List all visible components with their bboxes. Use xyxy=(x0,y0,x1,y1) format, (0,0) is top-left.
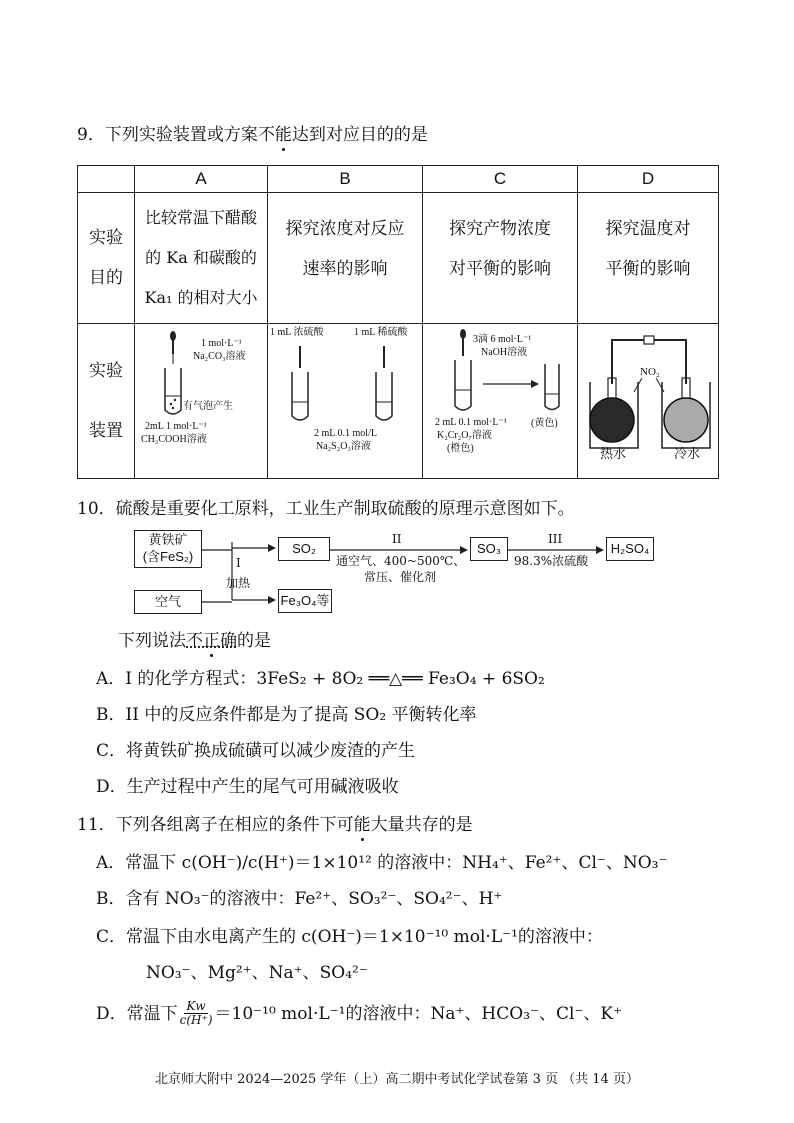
box-air: 空气 xyxy=(134,590,202,614)
q11-option-d xyxy=(96,1000,622,1027)
q11-option-c-ions: NO₃⁻、Mg²⁺、Na⁺、SO₄²⁻ xyxy=(146,963,368,983)
q10-option-a: A．I 的化学方程式：3FeS₂ + 8O₂ ══△══ Fe₃O₄ + 6SO₂ xyxy=(96,669,545,689)
box-fe3o4: Fe₃O₄等 xyxy=(278,589,332,613)
d-cold-water: 冷水 xyxy=(674,446,701,461)
q11-d-numerator: Kw xyxy=(186,999,206,1013)
apparatus-b-drawing xyxy=(268,324,422,478)
d-gas-label: NO₂ xyxy=(640,366,660,378)
row-label-aim: 实验 目的 xyxy=(78,193,135,324)
label-step2: II xyxy=(392,532,402,546)
col-header-d: D xyxy=(578,166,719,193)
apparatus-b xyxy=(268,324,423,479)
c-bottom-name: K₂Cr₂O₇溶液 xyxy=(437,430,492,441)
q11-d-denominator: c(H⁺) xyxy=(179,1013,213,1027)
b-bottom-conc: 2 mL 0.1 mol/L xyxy=(314,428,377,439)
apparatus-a xyxy=(135,324,268,479)
aim-c: 探究产物浓度 对平衡的影响 xyxy=(423,193,578,324)
label-step3: III xyxy=(548,532,563,546)
col-header-c: C xyxy=(423,166,578,193)
d-hot-water: 热水 xyxy=(600,446,627,461)
q11-d-fraction xyxy=(180,1000,213,1027)
q10-option-b: B．II 中的反应条件都是为了提高 SO₂ 平衡转化率 xyxy=(96,705,477,725)
q9-table xyxy=(77,165,719,479)
corner-cell xyxy=(78,166,135,193)
col-header-a: A xyxy=(135,166,268,193)
q11-option-b: B．含有 NO₃⁻的溶液中：Fe²⁺、SO₃²⁻、SO₄²⁻、H⁺ xyxy=(96,889,503,909)
a-note: 有气泡产生 xyxy=(183,401,233,412)
c-drop-name: NaOH溶液 xyxy=(481,347,528,358)
aim-a: 比较常温下醋酸 的 Ka 和碳酸的 Ka₁ 的相对大小 xyxy=(135,193,268,324)
box-so2: SO₂ xyxy=(278,537,330,561)
row-label-apparatus: 实验 装置 xyxy=(78,324,135,479)
c-bottom-color: (橙色) xyxy=(447,443,474,454)
q10-stem: 10．硫酸是重要化工原料，工业生产制取硫酸的原理示意图如下。 xyxy=(77,499,575,519)
c-bottom-conc: 2 mL 0.1 mol·L⁻¹ xyxy=(435,417,507,428)
a-reagent-name: Na₂CO₃溶液 xyxy=(193,351,246,362)
b-bottom-name: Na₂S₂O₃溶液 xyxy=(316,441,371,452)
c-right-color: (黄色) xyxy=(531,418,558,429)
q11-option-a: A．常温下 c(OH⁻)/c(H⁺)＝1×10¹² 的溶液中：NH₄⁺、Fe²⁺、Cl⁻、NO₃⁻ xyxy=(96,853,668,873)
label-step1: I xyxy=(236,556,241,570)
b-left-label: 1 mL 浓硫酸 xyxy=(270,327,324,338)
aim-b: 探究浓度对反应 速率的影响 xyxy=(268,193,423,324)
b-right-label: 1 mL 稀硫酸 xyxy=(354,327,408,338)
col-header-b: B xyxy=(268,166,423,193)
c-drop-conc: 3滴 6 mol·L⁻¹ xyxy=(473,334,532,345)
q10-option-c: C．将黄铁矿换成硫磺可以减少废渣的产生 xyxy=(96,741,416,761)
q10-option-d: D．生产过程中产生的尾气可用碱液吸收 xyxy=(96,777,399,797)
a-bottom-name: CH₃COOH溶液 xyxy=(141,434,207,445)
box-pyrite: 黄铁矿 (含FeS₂) xyxy=(134,530,202,568)
label-step2-cond2: 常压、催化剂 xyxy=(364,570,437,584)
q9-stem: 9．下列实验装置或方案不能达到对应目的的是 xyxy=(77,125,428,145)
label-step3-cond: 98.3%浓硫酸 xyxy=(514,554,589,568)
q11-stem: 11．下列各组离子在相应的条件下可能大量共存的是 xyxy=(77,815,473,835)
q10-flowchart xyxy=(130,528,670,618)
q11-d-prefix: D．常温下 xyxy=(96,1003,178,1024)
aim-d: 探究温度对 平衡的影响 xyxy=(578,193,719,324)
q10-substem: 下列说法不正确的是 xyxy=(118,631,271,651)
a-reagent-conc: 1 mol·L⁻¹ xyxy=(201,338,242,349)
q11-d-equals: ＝10⁻¹⁰ mol·L⁻¹ xyxy=(214,1003,346,1024)
apparatus-c xyxy=(423,324,578,479)
page-footer: 北京师大附中 2024—2025 学年（上）高二期中考试化学试卷第 3 页 （共 14 页） xyxy=(155,1072,639,1087)
q11-option-c: C．常温下由水电离产生的 c(OH⁻)＝1×10⁻¹⁰ mol·L⁻¹的溶液中： xyxy=(96,927,603,947)
apparatus-d xyxy=(578,324,719,479)
label-heat: 加热 xyxy=(226,576,251,590)
q11-d-ions: 的溶液中：Na⁺、HCO₃⁻、Cl⁻、K⁺ xyxy=(345,1003,623,1024)
a-bottom-conc: 2mL 1 mol·L⁻¹ xyxy=(145,421,207,432)
label-step2-cond1: 通空气、400~500℃、 xyxy=(336,554,466,568)
box-h2so4: H₂SO₄ xyxy=(606,537,654,561)
box-so3: SO₃ xyxy=(470,537,508,561)
